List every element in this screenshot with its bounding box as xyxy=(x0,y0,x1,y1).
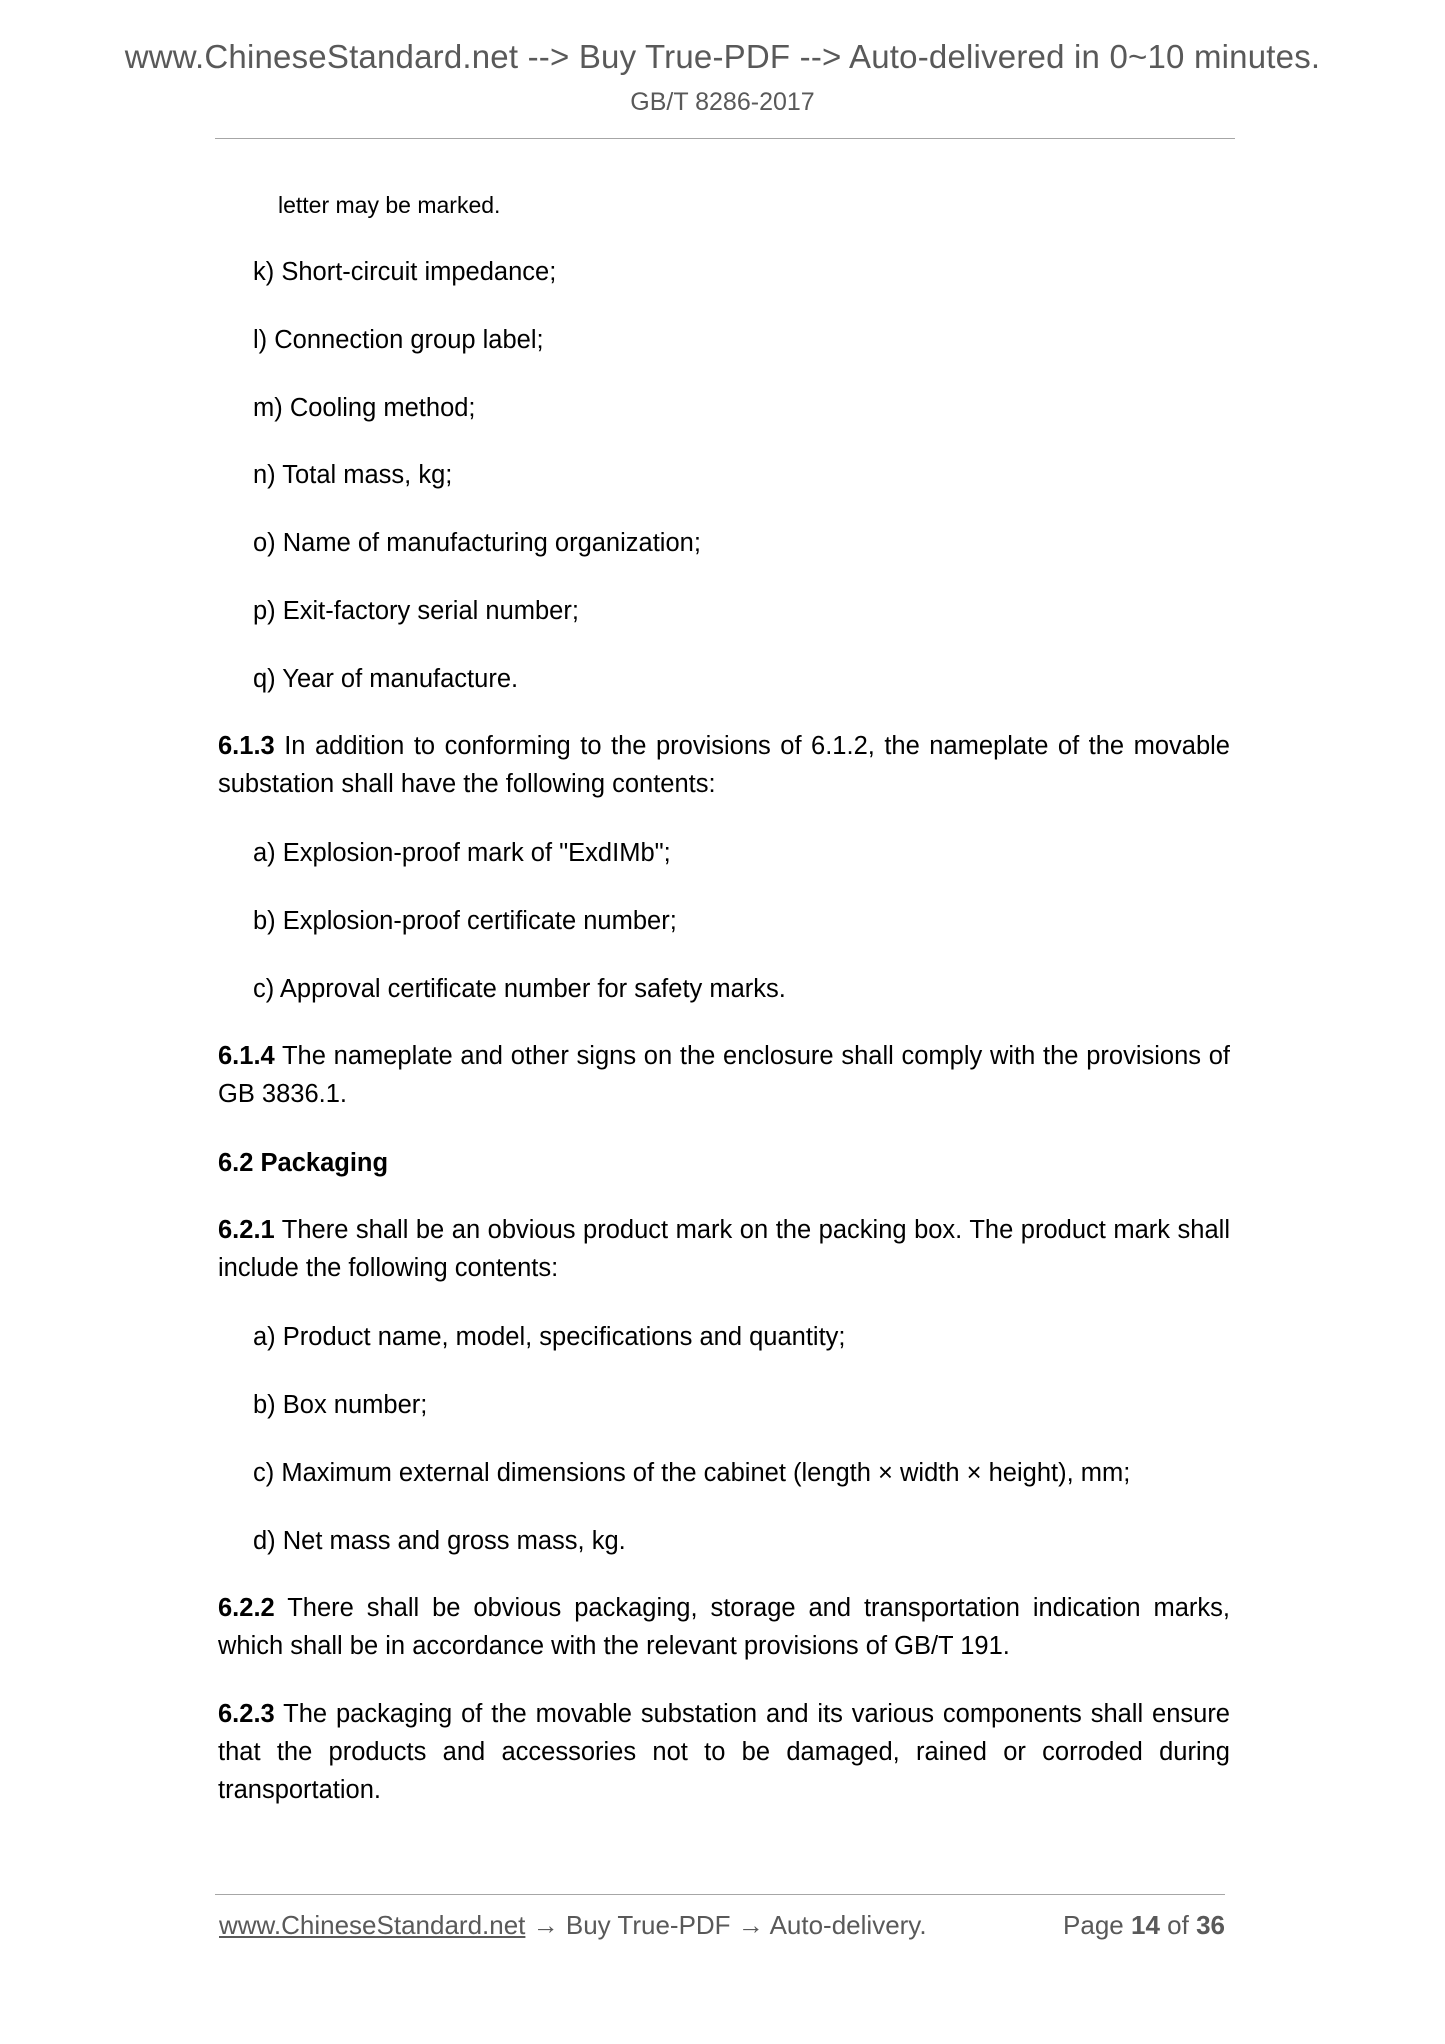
clause-number: 6.2.2 xyxy=(218,1594,275,1622)
footer-left xyxy=(219,1910,927,1941)
header-divider xyxy=(215,138,1235,139)
clause-6-2-2 xyxy=(218,1589,1230,1665)
list-item: l) Connection group label; xyxy=(253,326,544,354)
list-item: b) Box number; xyxy=(253,1391,428,1419)
page-counter xyxy=(1063,1910,1225,1941)
current-page-number: 14 xyxy=(1131,1910,1160,1940)
list-item: k) Short-circuit impedance; xyxy=(253,258,557,286)
clause-6-2-1 xyxy=(218,1211,1230,1287)
clause-number: 6.2.1 xyxy=(218,1216,275,1244)
page-label: Page xyxy=(1063,1910,1124,1940)
clause-number: 6.2.3 xyxy=(218,1700,275,1728)
clause-text: The nameplate and other signs on the enclosure shall comply with the provisions of GB 3836.1. xyxy=(218,1042,1230,1108)
footer-tagline: → Buy True-PDF → Auto-delivery. xyxy=(525,1910,927,1940)
of-label: of xyxy=(1167,1910,1189,1940)
document-code: GB/T 8286-2017 xyxy=(630,88,815,116)
footer-site-link[interactable]: www.ChineseStandard.net xyxy=(219,1910,526,1940)
clause-number: 6.1.3 xyxy=(218,732,275,760)
list-item: c) Maximum external dimensions of the cabinet (length × width × height), mm; xyxy=(253,1459,1131,1487)
clause-text: There shall be obvious packaging, storage and transportation indication marks, which shall be in accordance with the relevant provisions of GB/T 191. xyxy=(218,1594,1230,1660)
page-header-title: www.ChineseStandard.net --> Buy True-PDF --> Auto-delivered in 0~10 minutes. xyxy=(124,38,1321,75)
list-item: o) Name of manufacturing organization; xyxy=(253,529,701,557)
list-item: n) Total mass, kg; xyxy=(253,461,453,489)
list-item: q) Year of manufacture. xyxy=(253,665,519,693)
continuation-line: letter may be marked. xyxy=(278,192,501,218)
clause-6-2-3 xyxy=(218,1695,1230,1809)
clause-text: The packaging of the movable substation and its various components shall ensure that the products and accessories not to be damaged, rained or corroded during transportation. xyxy=(218,1700,1230,1804)
list-item: m) Cooling method; xyxy=(253,394,476,422)
list-item: a) Explosion-proof mark of "ExdIMb"; xyxy=(253,839,671,867)
list-item: d) Net mass and gross mass, kg. xyxy=(253,1527,626,1555)
clause-6-1-4 xyxy=(218,1037,1230,1113)
clause-text: There shall be an obvious product mark on the packing box. The product mark shall include the following contents: xyxy=(218,1216,1230,1282)
section-heading: 6.2 Packaging xyxy=(218,1149,389,1177)
footer-divider xyxy=(215,1894,1225,1895)
total-pages-number: 36 xyxy=(1196,1910,1225,1940)
list-item: a) Product name, model, specifications and quantity; xyxy=(253,1323,846,1351)
clause-6-1-3 xyxy=(218,727,1230,803)
list-item: b) Explosion-proof certificate number; xyxy=(253,907,677,935)
list-item: c) Approval certificate number for safety marks. xyxy=(253,975,786,1003)
list-item: p) Exit-factory serial number; xyxy=(253,597,579,625)
clause-text: In addition to conforming to the provisions of 6.1.2, the nameplate of the movable substation shall have the following contents: xyxy=(218,732,1230,798)
clause-number: 6.1.4 xyxy=(218,1042,275,1070)
